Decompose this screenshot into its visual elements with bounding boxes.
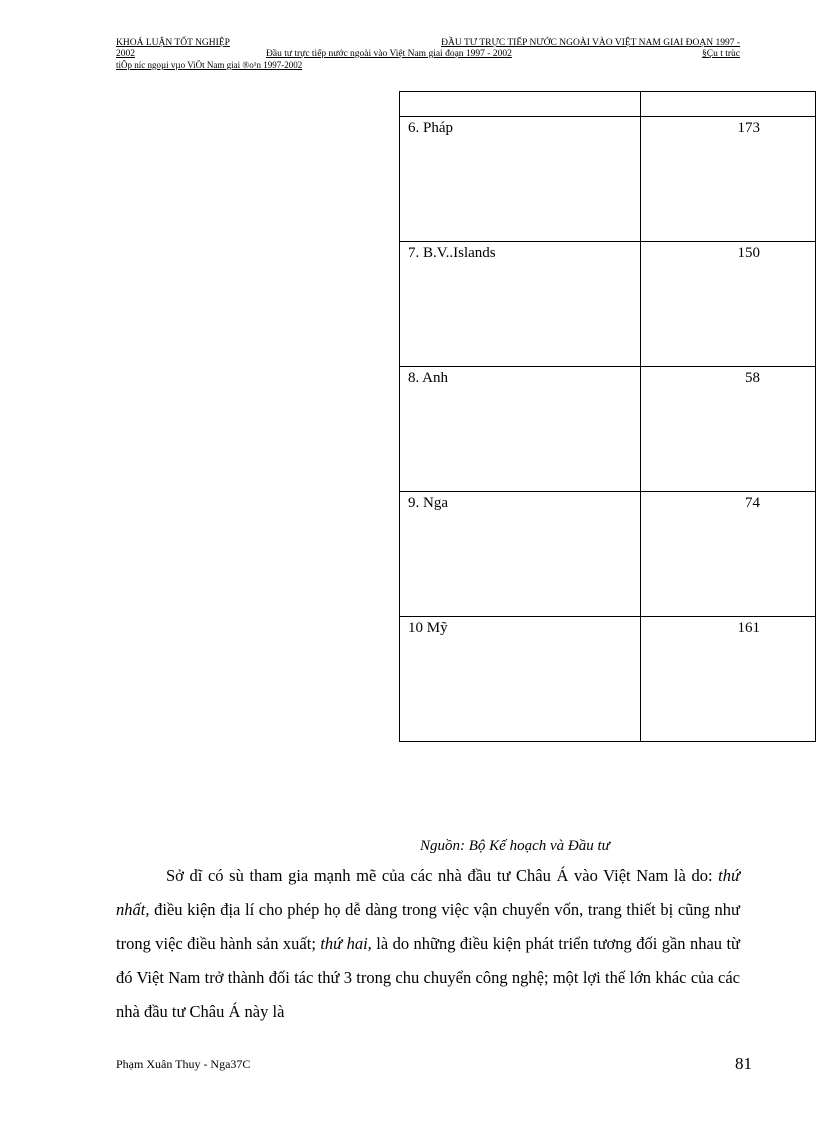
fdi-country-table	[399, 91, 816, 742]
paragraph-text-2: điều kiện địa lí cho phép họ dễ dàng trong việc vận chuyển vốn, trang thiết bị cũng như trong việc điều hành sản xuất;	[116, 900, 740, 953]
table-row	[400, 492, 816, 617]
value-cell: 58	[641, 367, 816, 492]
paragraph-emphasis-2: thứ hai,	[320, 934, 372, 953]
value-cell: 173	[641, 117, 816, 242]
table-row	[400, 242, 816, 367]
paragraph-text-1: Sở dĩ có sù tham gia mạnh mẽ của các nhà đầu tư Châu Á vào Việt Nam là do:	[166, 866, 719, 885]
table-source-note: Nguồn: Bộ Kế hoạch và Đầu tư	[420, 838, 610, 854]
header-garbled-line: tiÕp níc ngoµi vµo ViÖt Nam giai ®o¹n 1997-2002	[116, 60, 303, 70]
table-header-row	[400, 92, 816, 117]
table-row	[400, 367, 816, 492]
body-paragraph	[116, 859, 740, 1029]
footer-author: Phạm Xuân Thuy - Nga37C	[116, 1057, 251, 1071]
table-header-cell	[641, 92, 816, 117]
header-thesis-label: KHOÁ LUẬN TỐT NGHIỆP	[116, 38, 230, 48]
page-number: 81	[735, 1054, 752, 1073]
header-title: ĐẦU TƯ TRỰC TIẾP NƯỚC NGOÀI VÀO VIỆT NAM GIAI ĐOẠN 1997 -	[441, 38, 740, 48]
header-year: 2002	[116, 49, 135, 59]
country-cell: 9. Nga	[400, 492, 641, 617]
paragraph-emphasis-1: thứ nhất,	[116, 866, 740, 919]
country-cell: 6. Pháp	[400, 117, 641, 242]
table-row	[400, 617, 816, 742]
table-header-cell	[400, 92, 641, 117]
country-cell: 7. B.V..Islands	[400, 242, 641, 367]
table-row	[400, 117, 816, 242]
header-subtitle: Đầu tư trực tiếp nước ngoài vào Việt Nam giai đoạn 1997 - 2002	[266, 49, 512, 59]
country-cell: 10 Mỹ	[400, 617, 641, 742]
country-cell: 8. Anh	[400, 367, 641, 492]
header-garbled-right: §Çu t trùc	[702, 49, 740, 59]
paragraph-text-3: là do những điều kiện phát triển tương đối gần nhau từ đó Việt Nam trở thành đối tác thứ 3 trong chu chuyển công nghệ; một lợi thế lớn khác của các nhà đầu tư Châu Á này là	[116, 934, 740, 1021]
page-header	[116, 38, 740, 71]
value-cell: 150	[641, 242, 816, 367]
value-cell: 74	[641, 492, 816, 617]
value-cell: 161	[641, 617, 816, 742]
